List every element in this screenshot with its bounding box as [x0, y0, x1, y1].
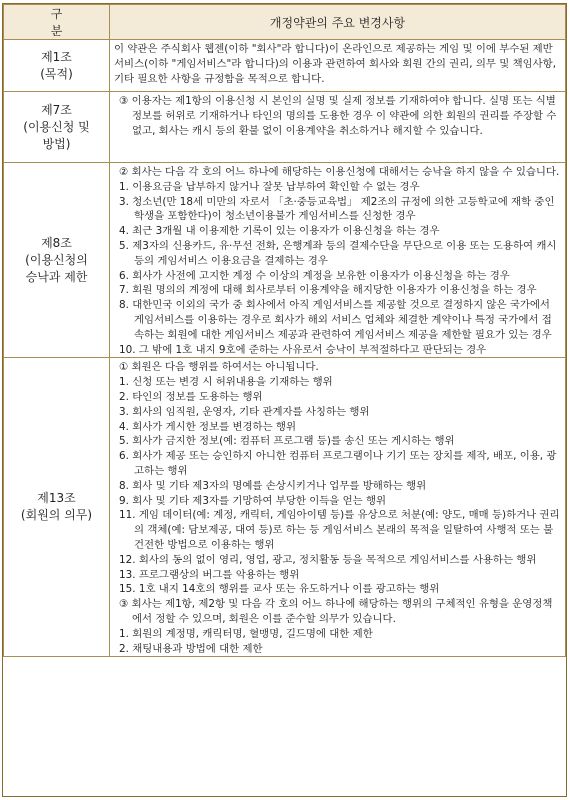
list-item: 5. 회사가 금지한 정보(예: 컴퓨터 프로그램 등)를 송신 또는 게시하는 행위	[119, 435, 455, 448]
table-row-article1	[4, 40, 566, 92]
list-item: 10. 그 밖에 1호 내지 9호에 준하는 사유로서 승낙이 부적절하다고 판단되는 경우	[119, 343, 487, 356]
list-item: 6. 회사가 사전에 고지한 계정 수 이상의 계정을 보유한 이용자가 이용신청을 하는 경우	[119, 269, 510, 282]
article8-label	[4, 163, 110, 358]
header-category: 구 분	[4, 5, 110, 40]
article1-label	[4, 40, 110, 92]
article13-number: 제13조	[37, 491, 76, 506]
list-item: 1. 회원의 계정명, 캐릭터명, 혈맹명, 길드명에 대한 제한	[119, 627, 373, 640]
article7-label	[4, 92, 110, 163]
list-item: 6. 회사가 제공 또는 승인하지 아니한 컴퓨터 프로그램이나 기기 또는 장치를 제작, 배포, 이용, 광고하는 행위	[119, 450, 557, 477]
article8-number: 제8조	[41, 235, 72, 250]
list-item: 12. 회사의 동의 없이 영리, 영업, 광고, 정치활동 등을 목적으로 게임서비스를 사용하는 행위	[119, 553, 537, 566]
article1-text: 이 약관은 주식회사 웹젠(이하 "회사"라 합니다)이 온라인으로 제공하는 게임 및 이에 부수된 제반 서비스(이하 "게임서비스"라 합니다)의 이용과 관련하여 회사와 회원 간의 권리, 의무 및 책임사항, 기타 필요한 사항을 규정함을 목적으로 합니다.	[114, 43, 557, 85]
list-item: 15. 1호 내지 14호의 행위를 교사 또는 유도하거나 이를 광고하는 행위	[119, 583, 440, 596]
list-item: 7. 회원 명의의 계정에 대해 회사로부터 이용계약을 해지당한 이용자가 이용신청을 하는 경우	[119, 284, 537, 297]
article7-text: ③ 이용자는 제1항의 이용신청 시 본인의 실명 및 실제 정보를 기재하여야 합니다. 실명 또는 식별정보를 허위로 기재하거나 타인의 명의를 도용한 경우 이 약관에 의한 회원의 권리를 주장할 수 없고, 회사는 캐시 등의 환불 없이 이용계약을 취소하거나 해지할 수 있습니다.	[119, 95, 557, 137]
list-item: 11. 게임 데이터(예: 계정, 캐릭터, 게임아이템 등)를 유상으로 처분(예: 양도, 매매 등)하거나 권리의 객체(예: 담보제공, 대여 등)로 하는 등 게임서비스 본래의 목적을 일탈하여 사행적 또는 불건전한 방법으로 이용하는 행위	[119, 509, 560, 551]
article1-title: (목적)	[40, 66, 73, 81]
table-row-article8	[4, 163, 566, 358]
list-item: 2. 타인의 정보를 도용하는 행위	[119, 390, 263, 403]
table-header-row	[4, 5, 566, 40]
table-row-article7	[4, 92, 566, 163]
article8-intro: ② 회사는 다음 각 호의 어느 하나에 해당하는 이용신청에 대해서는 승낙을 하지 않을 수 있습니다.	[119, 166, 560, 178]
list-item: 9. 회사 및 기타 제3자를 기망하여 부당한 이득을 얻는 행위	[119, 494, 387, 507]
list-item: 4. 최근 3개월 내 이용제한 기록이 있는 이용자가 이용신청을 하는 경우	[119, 225, 440, 238]
list-item: 4. 회사가 게시한 정보를 변경하는 행위	[119, 420, 296, 433]
article1-content	[110, 40, 566, 92]
terms-change-table-frame	[2, 3, 567, 797]
article8-content	[110, 163, 566, 358]
list-item: 13. 프로그램상의 버그를 악용하는 행위	[119, 568, 300, 581]
article7-title-line1: (이용신청 및	[23, 119, 90, 134]
article7-content	[110, 92, 566, 163]
terms-change-table	[3, 4, 566, 657]
list-item: 3. 회사의 임직원, 운영자, 기타 관계자를 사칭하는 행위	[119, 405, 370, 418]
article8-title-line2: 승낙과 제한	[25, 269, 88, 284]
article13-title: (회원의 의무)	[20, 508, 93, 523]
list-item: 8. 회사 및 기타 제3자의 명예를 손상시키거나 업무를 방해하는 행위	[119, 479, 427, 492]
list-item: 2. 채팅내용과 방법에 대한 제한	[119, 642, 263, 655]
header-changes: 개정약관의 주요 변경사항	[110, 5, 566, 40]
article7-number: 제7조	[41, 102, 72, 117]
list-item: 8. 대한민국 이외의 국가 중 회사에서 아직 게임서비스를 제공할 것으로 결정하지 않은 국가에서 게임서비스를 이용하는 경우로 회사가 해외 서비스 업체와 체결한 계약이나 특정 국가에서 접속하는 회원에 대한 게임서비스 제공과 관련하여 게임서비스 제공을 제한할 필요가 있는 경우	[119, 299, 552, 341]
article8-title-line1: (이용신청의	[25, 252, 88, 267]
list-item: 1. 이용요금을 납부하지 않거나 잘못 납부하여 확인할 수 없는 경우	[119, 180, 420, 193]
table-row-article13	[4, 358, 566, 657]
article13-label	[4, 358, 110, 657]
article1-number: 제1조	[41, 49, 72, 64]
article13-intro: ① 회원은 다음 행위를 하여서는 아니됩니다.	[119, 361, 319, 374]
article13-para3: ③ 회사는 제1항, 제2항 및 다음 각 호의 어느 하나에 해당하는 행위의 구체적인 유형을 운영정책에서 정할 수 있으며, 회원은 이를 준수할 의무가 있습니다.	[119, 598, 553, 625]
list-item: 5. 제3자의 신용카드, 유·무선 전화, 은행계좌 등의 결제수단을 무단으로 이용 또는 도용하여 캐시 등의 게임서비스 이용요금을 결제하는 경우	[119, 239, 557, 267]
article7-title-line2: 방법)	[42, 136, 71, 151]
list-item: 3. 청소년(만 18세 미만의 자로서 「초·중등교육법」 제2조의 규정에 의한 고등학교에 재학 중인 학생을 포함한다)이 청소년이용불가 게임서비스를 신청한 경우	[119, 195, 555, 223]
list-item: 1. 신청 또는 변경 시 허위내용을 기재하는 행위	[119, 376, 333, 389]
article13-content	[110, 358, 566, 657]
